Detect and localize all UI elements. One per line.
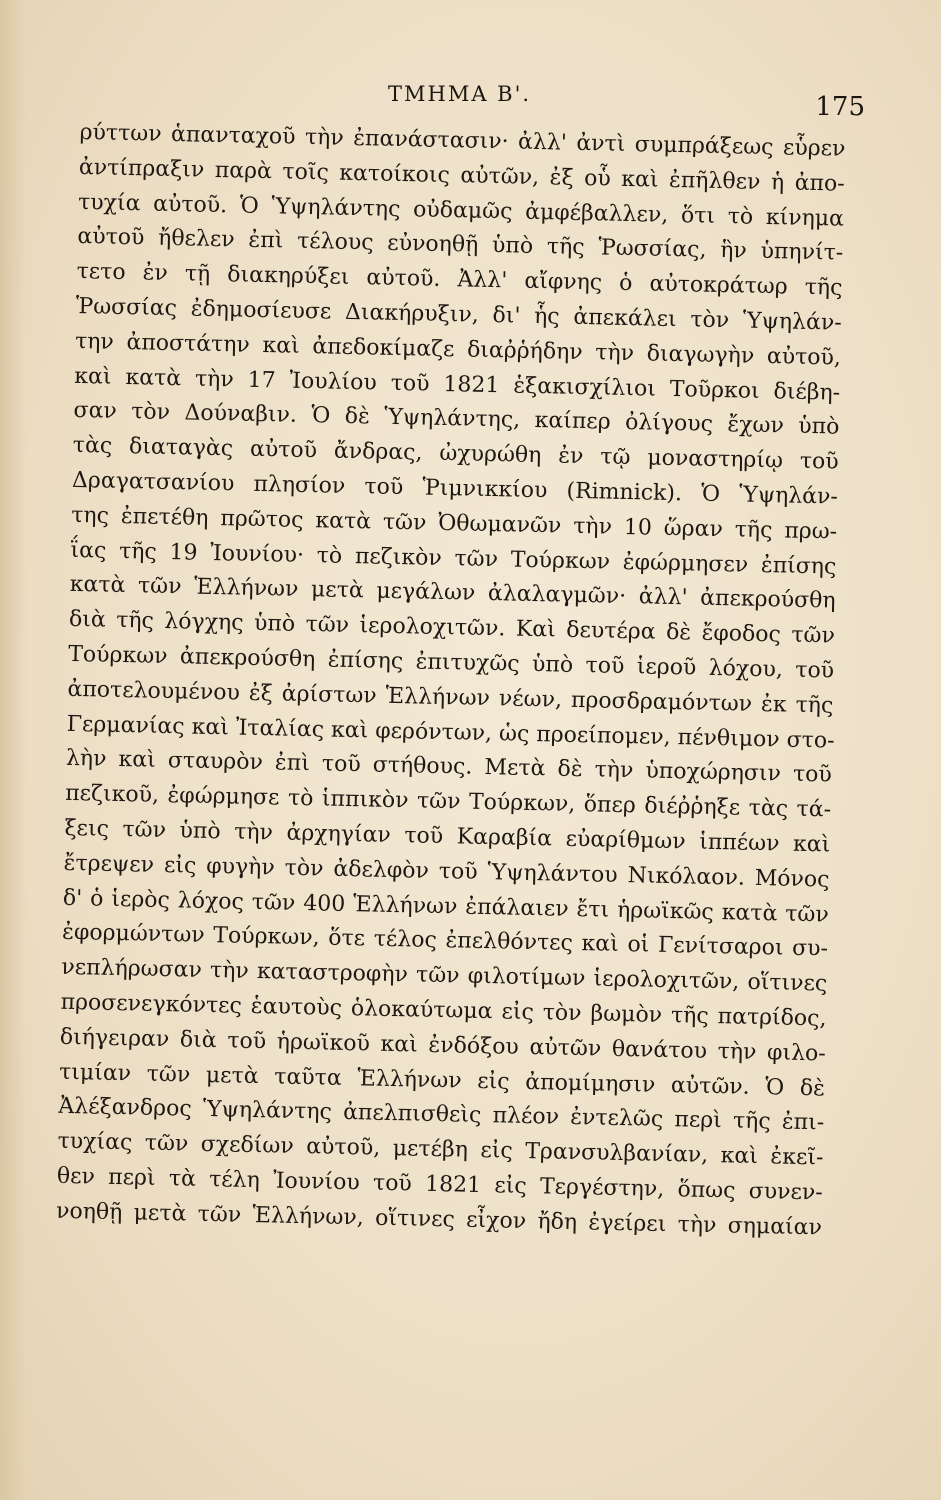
text-line: τυχίας τῶν σχεδίων αὐτοῦ, μετέβη εἰς Τρανσυλβανίαν, καὶ ἐκεῖ-	[57, 1128, 824, 1171]
text-line: ἐφορμώντων Τούρκων, ὅτε τέλος ἐπελθόντες καὶ οἱ Γενίτσαροι συ-	[61, 920, 829, 962]
text-line: ξεις τῶν ὑπὸ τὴν ἀρχηγίαν τοῦ Καραβία εὐαρίθμων ἱππέων καὶ	[64, 815, 831, 858]
text-line: αὐτοῦ ἤθελεν ἐπὶ τέλους εὐνοηθῇ ὑπὸ τῆς Ῥωσσίας, ἣν ὑπηνίτ-	[77, 224, 844, 267]
text-line: ἀποτελουμένου ἐξ ἀρίστων Ἑλλήνων νέων, προσδραμόντων ἐκ τῆς	[67, 676, 834, 719]
text-line: Γερμανίας καὶ Ἰταλίας καὶ φερόντων, ὡς προείπομεν, πένθιμον στο-	[66, 711, 835, 754]
text-line: προσενεγκόντες ἑαυτοὺς ὁλοκαύτωμα εἰς τὸν βωμὸν τῆς πατρίδος,	[60, 989, 827, 1032]
text-line: τετο ἐν τῇ διακηρύξει αὐτοῦ. Ἀλλ' αἴφνης ὁ αὐτοκράτωρ τῆς	[76, 259, 843, 301]
text-line: νοηθῇ μετὰ τῶν Ἑλλήνων, οἵτινες εἶχον ἤδη ἐγείρει τὴν σημαίαν	[55, 1198, 823, 1241]
text-line: ἀντίπραξιν παρὰ τοῖς κατοίκοις αὐτῶν, ἐξ οὗ καὶ ἐπῆλθεν ἡ ἀπο-	[78, 154, 845, 197]
text-line: δ' ὁ ἱερὸς λόχος τῶν 400 Ἑλλήνων ἐπάλαιεν ἔτι ἡρωϊκῶς κατὰ τῶν	[62, 885, 830, 928]
text-line: Δραγατσανίου πλησίον τοῦ Ῥιμνικκίου (Rimnick). Ὁ Ὑψηλάν-	[71, 467, 839, 510]
text-line: λὴν καὶ σταυρὸν ἐπὶ τοῦ στήθους. Μετὰ δὲ τὴν ὑποχώρησιν τοῦ	[65, 746, 833, 788]
page-number: 175	[815, 92, 865, 122]
text-line: σαν τὸν Δούναβιν. Ὁ δὲ Ὑψηλάντης, καίπερ ὀλίγους ἔχων ὑπὸ	[73, 398, 840, 441]
text-line: Ἀλέξανδρος Ὑψηλάντης ἀπελπισθεὶς πλέον ἐντελῶς περὶ τῆς ἐπι-	[58, 1094, 825, 1136]
body-text	[56, 116, 846, 1246]
text-line: τιμίαν τῶν μετὰ ταῦτα Ἑλλήνων εἰς ἀπομίμησιν αὐτῶν. Ὁ δὲ	[58, 1059, 826, 1101]
text-line: Τούρκων ἀπεκρούσθη ἐπίσης ἐπιτυχῶς ὑπὸ τοῦ ἱεροῦ λόχου, τοῦ	[67, 641, 835, 684]
text-line: Ῥωσσίας ἐδημοσίευσε Διακήρυξιν, δι' ἧς ἀπεκάλει τὸν Ὑψηλάν-	[75, 293, 842, 336]
text-line: την ἀποστάτην καὶ ἀπεδοκίμαζε διαῤῥήδην τὴν διαγωγὴν αὐτοῦ,	[74, 328, 842, 371]
text-line: τυχία αὐτοῦ. Ὁ Ὑψηλάντης οὐδαμῶς ἀμφέβαλλεν, ὅτι τὸ κίνημα	[77, 189, 845, 232]
page-header	[0, 78, 941, 122]
text-line: της ἐπετέθη πρῶτος κατὰ τῶν Ὀθωμανῶν τὴν 10 ὥραν τῆς πρω-	[71, 502, 838, 545]
text-line: καὶ κατὰ τὴν 17 Ἰουλίου τοῦ 1821 ἑξακισχίλιοι Τοῦρκοι διέβη-	[74, 363, 841, 406]
text-line: ΐας τῆς 19 Ἰουνίου· τὸ πεζικὸν τῶν Τούρκων ἐφώρμησεν ἐπίσης	[70, 537, 837, 580]
text-line: θεν περὶ τὰ τέλη Ἰουνίου τοῦ 1821 εἰς Τεργέστην, ὅπως συνεν-	[56, 1163, 823, 1206]
page-gutter-shadow	[0, 0, 26, 1500]
text-line: διὰ τῆς λόγχης ὑπὸ τῶν ἱερολοχιτῶν. Καὶ δευτέρα δὲ ἔφοδος τῶν	[68, 607, 836, 649]
text-line: διήγειραν διὰ τοῦ ἡρωϊκοῦ καὶ ἐνδόξου αὐτῶν θανάτου τὴν φιλο-	[59, 1024, 826, 1067]
text-line: ρύττων ἁπανταχοῦ τὴν ἐπανάστασιν· ἀλλ' ἀντὶ συμπράξεως εὗρεν	[79, 119, 846, 162]
text-line: νεπλήρωσαν τὴν καταστροφὴν τῶν φιλοτίμων ἱερολοχιτῶν, οἵτινες	[61, 954, 828, 997]
text-line: ἔτρεψεν εἰς φυγὴν τὸν ἀδελφὸν τοῦ Ὑψηλάντου Νικόλαον. Μόνος	[63, 850, 830, 893]
running-head: ΤΜΗΜΑ Β'.	[388, 82, 532, 106]
text-line: κατὰ τῶν Ἑλλήνων μετὰ μεγάλων ἀλαλαγμῶν· ἀλλ' ἀπεκρούσθη	[69, 572, 836, 614]
text-line: πεζικοῦ, ἐφώρμησε τὸ ἱππικὸν τῶν Τούρκων, ὅπερ διέῤῥηξε τὰς τά-	[64, 780, 832, 823]
text-line: τὰς διαταγὰς αὐτοῦ ἄνδρας, ὠχυρώθη ἐν τῷ μοναστηρίῳ τοῦ	[72, 433, 839, 475]
